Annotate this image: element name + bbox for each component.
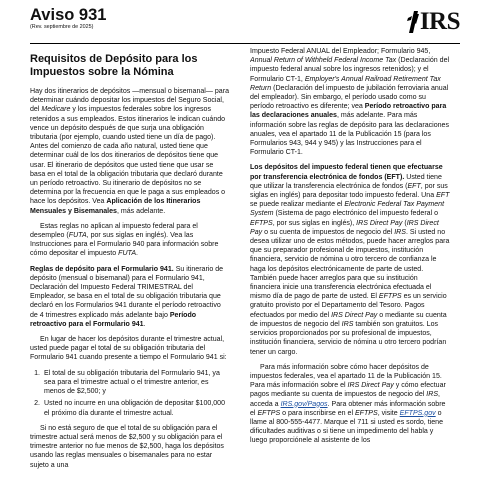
irs-logo [406,9,460,35]
conditions-list [30,369,230,418]
notice-title: Aviso 931 [30,6,107,24]
left-column [30,47,230,480]
eftps-link[interactable]: EFTPS.gov [399,409,436,417]
irs-pagos-link[interactable]: IRS.gov/Pagos [280,400,328,408]
irs-logo-text: IRS [419,8,460,35]
list-item: 1. El total de su obligación tributaria del Formulario 941, ya sea para el trimestre actual o el trimestre anterior, es menos de $2,500; y [34,369,220,396]
futa-paragraph: Estas reglas no aplican al impuesto federal para el desempleo (FUTA, por sus siglas en inglés). Vea las Instrucciones para el Formulario 940 para información sobre cómo depositar el impuesto FUTA. [30,222,219,258]
revision-date: (Rev. septiembre de 2025) [30,24,94,30]
intro-paragraph: Hay dos itinerarios de depósitos —mensual o bisemanal— para determinar cuándo depositar los impuestos del Seguro Social, del Medicare y los impuestos federales sobre los ingresos retenidos a sus empleados. Estos itinerarios le indican cuándo vence un depósito después de que surja una obligación tributaria (por ejemplo, cuando usted tiene un día de pago). Antes del comienzo de cada año natural, usted tiene que determinar cuál de los dos itinerarios de depósitos tiene que usar. El itinerario de depósitos que usted tiene que usar se basa en el total de la obligación tributaria que declaró durante un período retroactivo. Su itinerario de depósitos no se determina por la frecuencia en que le paga a sus empleados o hace los depósitos. Vea Aplicación de los Itinerarios Mensuales y Bisemanales, más adelante. [30,88,229,215]
right-column [250,47,450,480]
pay-with-return-paragraph: En lugar de hacer los depósitos durante el trimestre actual, usted puede pagar el total de su obligación tributaria del Formulario 941 cuando presente a tiempo el Formulario 941 si: [30,336,227,362]
header-divider [30,43,460,44]
page-header [30,6,460,42]
more-info-paragraph: Para más información sobre cómo hacer depósitos de impuestos federales, vea el apartado 11 de la Publicación 15. Para más información sobre el IRS Direct Pay y cómo efectuar pagos mediante su cuenta de impuestos de negocio del IRS, acceda a IRS.gov/Pagos. Para obtener más información sobre el EFTPS o para inscribirse en el EFTPS, visite EFTPS.gov o llame al 800-555-4477. Marque el 711 si usted es sordo, tiene dificultades auditivas o si tiene un impedimento del habla y luego proporciónele al asistente de los [250,363,446,445]
uncertain-liability-paragraph: Si no está seguro de que el total de su obligación para el trimestre actual será menos de $2,500 y su obligación para el trimestre anterior no fue menos de $2,500, haga los depósitos usando las reglas mensuales o bisemanales para no estar sujeto a una [30,424,224,469]
form-941-rules-paragraph: Reglas de depósito para el Formulario 941. Su itinerario de depósito (mensual o bisemanal) para el Formulario 941, Declaración del Impuesto Federal TRIMESTRAL del Empleador, se basa en el total de su obligación tributaria que declaró en los Formularios 941 durante el período retroactivo de 4 trimestres explicado más adelante bajo Período retroactivo para el Formulario 941. [30,265,224,328]
list-item: 2. Usted no incurre en una obligación de depositar $100,000 el próximo día durante el trimestre actual. [34,400,225,417]
annual-returns-paragraph: Impuesto Federal ANUAL del Empleador; Formulario 945, Annual Return of Withheld Federal Income Tax (Declaración del impuesto federal anual sobre los ingresos retenidos); y el Formulario CT-1, Employer's Annual Railroad Retirement Tax Return (Declaración del impuesto de jubilación ferroviaria anual del empleador). Sin embargo, el período usado como su período retroactivo es diferente; vea Período retroactivo para las declaraciones anuales, más adelante. Para más información sobre las reglas de depósito para las declaraciones anuales, vea el apartado 11 de la Publicación 15 (para los Formularios 943, 944 y 945) y las Instrucciones para el Formulario CT-1. [250,48,450,157]
section-title: Requisitos de Depósito para los Impuestos sobre la Nómina [30,53,198,78]
eagle-icon [406,10,420,34]
eft-paragraph: Los depósitos del impuesto federal tienen que efectuarse por transferencia electrónica de fondos (EFT). Usted tiene que utilizar la transferencia electrónica de fondos (EFT, por sus siglas en inglés) para depositar todo impuesto federal. Una EFT se puede realizar mediante el Electronic Federal Tax Payment System (Sistema de pago electrónico del impuesto federal o EFTPS, por sus siglas en inglés), IRS Direct Pay (IRS Direct Pay o su cuenta de impuestos de negocio del IRS. Si usted no desea utilizar uno de estos métodos, puede hacer arreglos para que su preparador profesional de impuestos, institución financiera, servicio de nómina u otro tercero de confianza le haga los depósitos electrónicamente de parte de usted. También puede hacer arreglos para que su institución financiera inicie una transferencia electrónica efectuada el mismo día de pago de parte de usted. El EFTPS es un servicio gratuito provisto por el Departamento del Tesoro. Pagos efectuados por medio del IRS Direct Pay o mediante su cuenta de impuestos de negocio del IRS también son gratuitos. Los servicios proporcionados por su profesional de impuestos, institución financiera, servicio de nómina u otro tercero podrían tener un cargo. [250,164,450,356]
